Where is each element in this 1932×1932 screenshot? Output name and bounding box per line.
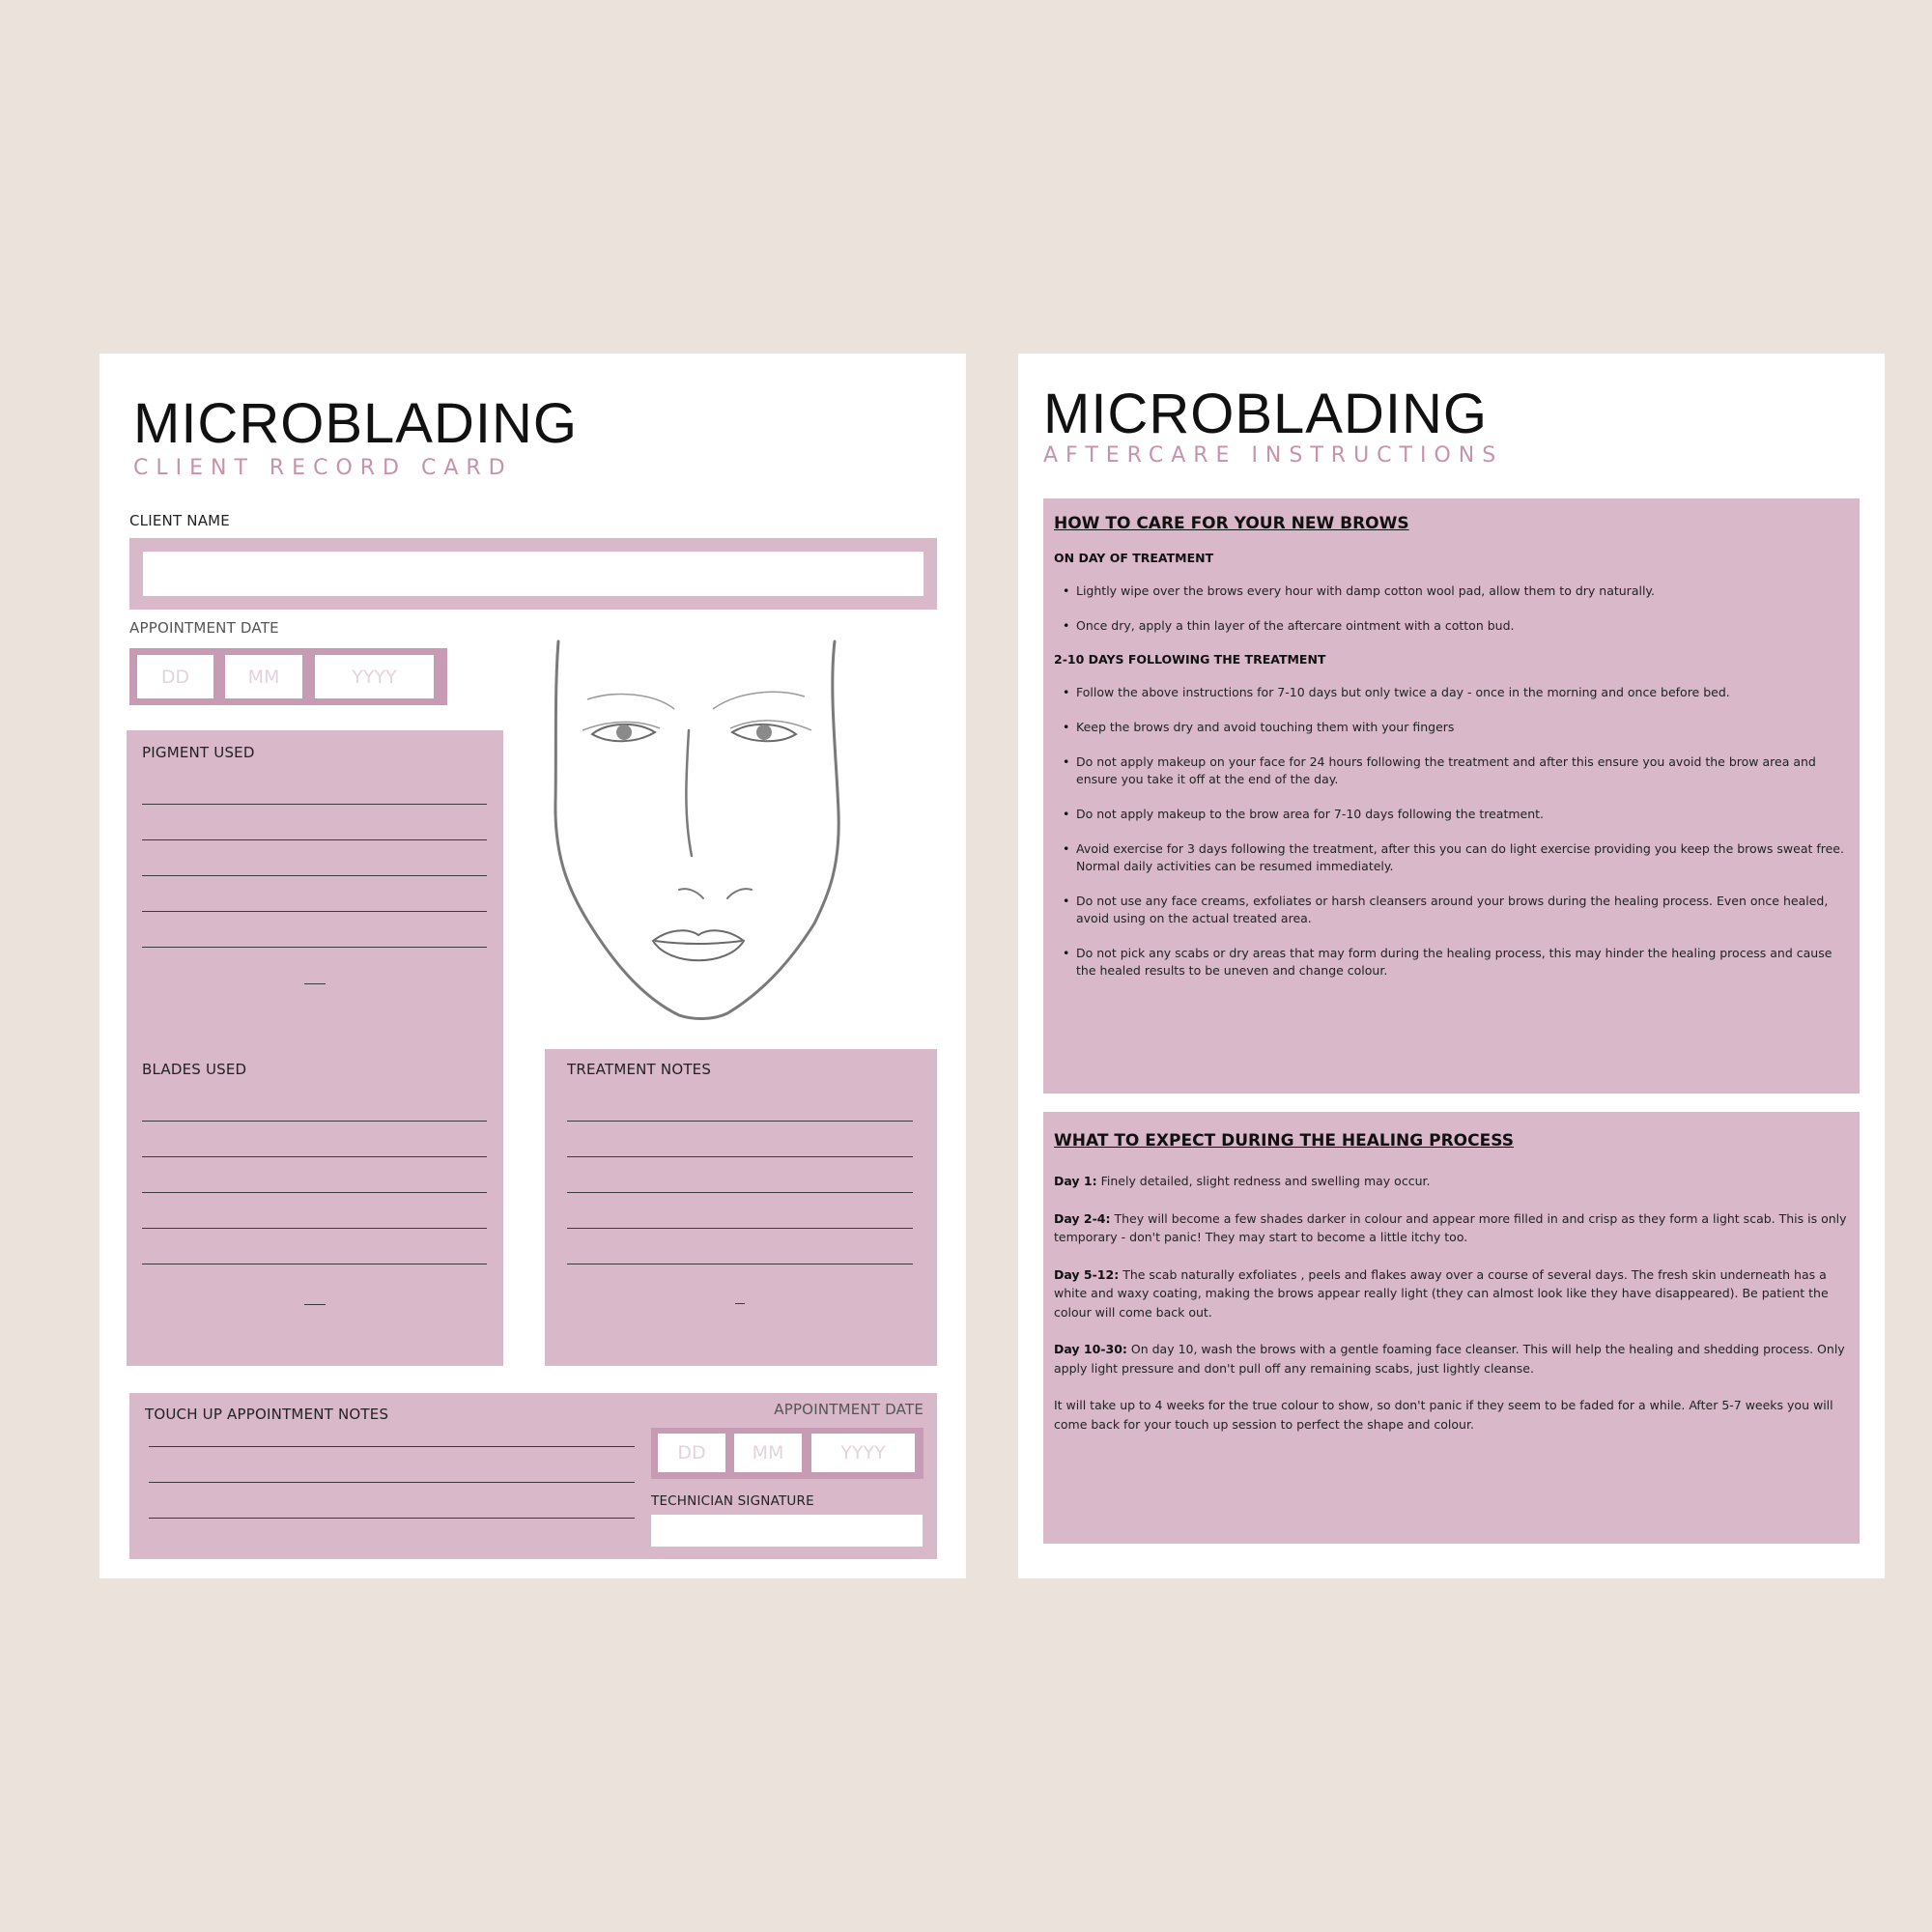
healing-day-10-30: Day 10-30: On day 10, wash the brows with a gentle foaming face cleanser. This will help the healing and shedding process. Only apply light pressure and don't pull off any remaining scabs, just lightly cleanse. — [1054, 1342, 1845, 1376]
healing-section — [1043, 1112, 1860, 1544]
list-item: • Do not pick any scabs or dry areas that may form during the healing process, this may hinder the healing process and cause the healed results to be uneven and change colour. — [1054, 945, 1848, 980]
pigment-line-1[interactable] — [142, 804, 487, 805]
day-of-heading: ON DAY OF TREATMENT — [1054, 551, 1214, 565]
blades-line-4[interactable] — [142, 1228, 487, 1229]
pigment-used-label: PIGMENT USED — [142, 744, 255, 761]
page-title: MICROBLADING — [1043, 383, 1488, 445]
appointment-date-label: APPOINTMENT DATE — [129, 619, 279, 637]
blades-dash — [304, 1304, 326, 1305]
client-name-label: CLIENT NAME — [129, 512, 230, 529]
treatment-notes-label: TREATMENT NOTES — [567, 1061, 712, 1078]
client-name-field[interactable] — [143, 552, 923, 596]
list-item: • Avoid exercise for 3 days following the treatment, after this you can do light exercise providing you keep the brows sweat free. Normal daily activities can be resumed immediately. — [1054, 840, 1848, 875]
appointment-date-frame — [129, 648, 447, 705]
list-item: • Do not apply makeup to the brow area for 7-10 days following the treatment. — [1054, 806, 1848, 823]
face-chart-icon — [539, 634, 1003, 1039]
healing-day-2-4: Day 2-4: They will become a few shades darker in colour and appear more filled in and crisp as they form a light scab. This is only temporary - don't panic! They may start to become a little itchy too. — [1054, 1210, 1847, 1244]
page-subtitle: CLIENT RECORD CARD — [133, 456, 513, 480]
page-subtitle: AFTERCARE INSTRUCTIONS — [1043, 443, 1504, 468]
pigment-line-5[interactable] — [142, 947, 487, 948]
healing-day-5-12: Day 5-12: The scab naturally exfoliates , peels and flakes away over a course of several days. The fresh skin underneath has a white and waxy coating, making the brows appear really light (they can almost look like they have disappeared). Be patient the colour will come back out. — [1054, 1266, 1829, 1320]
blades-line-3[interactable] — [142, 1192, 487, 1193]
touch-up-year-field[interactable]: YYYY — [811, 1434, 915, 1472]
touch-up-line-3[interactable] — [149, 1518, 635, 1519]
list-item: • Do not apply makeup on your face for 24 hours following the treatment and after this ensure you avoid the brow area and ensure you take it off at the end of the day. — [1054, 753, 1848, 788]
aftercare-instructions-page — [1018, 354, 1885, 1578]
pigment-dash — [304, 983, 326, 984]
touch-up-date-label: APPOINTMENT DATE — [774, 1401, 923, 1418]
pigment-line-2[interactable] — [142, 839, 487, 840]
touch-up-date-frame — [651, 1428, 923, 1479]
following-heading: 2-10 DAYS FOLLOWING THE TREATMENT — [1054, 652, 1326, 667]
touch-up-day-field[interactable]: DD — [658, 1434, 725, 1472]
pigment-line-4[interactable] — [142, 911, 487, 912]
touch-up-line-1[interactable] — [149, 1446, 635, 1447]
list-item: • Follow the above instructions for 7-10 days but only twice a day - once in the morning and once before bed. — [1054, 684, 1848, 701]
date-month-field[interactable]: MM — [225, 655, 302, 698]
blades-used-panel — [127, 1047, 503, 1366]
list-item: • Do not use any face creams, exfoliates or harsh cleansers around your brows during the healing process. Even once healed, avoid using on the actual treated area. — [1054, 893, 1848, 927]
pigment-line-3[interactable] — [142, 875, 487, 876]
blades-used-label: BLADES USED — [142, 1061, 247, 1078]
care-section — [1043, 498, 1860, 1094]
touch-up-line-2[interactable] — [149, 1482, 635, 1483]
touch-up-panel — [129, 1393, 937, 1559]
treatment-line-4[interactable] — [567, 1228, 913, 1229]
treatment-line-1[interactable] — [567, 1121, 913, 1122]
treatment-notes-panel — [545, 1049, 937, 1366]
technician-signature-field[interactable] — [651, 1515, 923, 1547]
date-day-field[interactable]: DD — [137, 655, 213, 698]
list-item: • Once dry, apply a thin layer of the aftercare ointment with a cotton bud. — [1054, 617, 1848, 635]
client-name-frame — [129, 538, 937, 610]
list-item: • Keep the brows dry and avoid touching them with your fingers — [1054, 719, 1848, 736]
treatment-line-2[interactable] — [567, 1156, 913, 1157]
treatment-line-3[interactable] — [567, 1192, 913, 1193]
client-record-card-page — [99, 354, 966, 1578]
healing-heading: WHAT TO EXPECT DURING THE HEALING PROCESS — [1054, 1131, 1514, 1151]
healing-closing: It will take up to 4 weeks for the true colour to show, so don't panic if they seem to be faded for a while. After 5-7 weeks you will come back for your touch up session to perfect the shape and colour. — [1054, 1398, 1833, 1432]
date-year-field[interactable]: YYYY — [315, 655, 434, 698]
technician-signature-label: TECHNICIAN SIGNATURE — [651, 1493, 814, 1509]
touch-up-month-field[interactable]: MM — [734, 1434, 802, 1472]
healing-day-1: Day 1: Finely detailed, slight redness and swelling may occur. — [1054, 1174, 1431, 1188]
day-of-list — [1054, 582, 1848, 635]
pigment-used-panel — [127, 730, 503, 1047]
blades-line-1[interactable] — [142, 1121, 487, 1122]
care-heading: HOW TO CARE FOR YOUR NEW BROWS — [1054, 514, 1409, 533]
touch-up-notes-label: TOUCH UP APPOINTMENT NOTES — [145, 1406, 389, 1423]
list-item: • Lightly wipe over the brows every hour with damp cotton wool pad, allow them to dry naturally. — [1054, 582, 1848, 600]
following-list — [1054, 684, 1848, 980]
page-title: MICROBLADING — [133, 392, 578, 455]
blades-line-2[interactable] — [142, 1156, 487, 1157]
treatment-dash — [735, 1303, 745, 1304]
